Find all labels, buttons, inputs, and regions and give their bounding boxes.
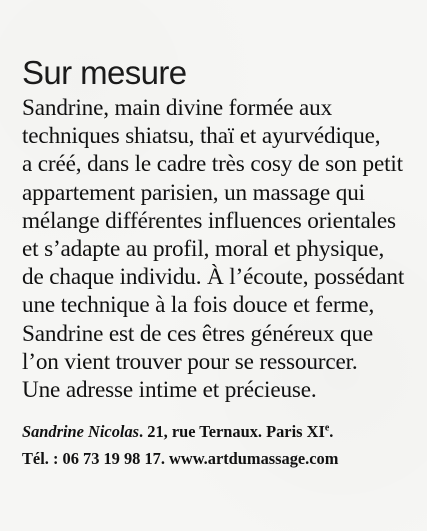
body-line-7: de chaque individu. À l’écoute, possédant bbox=[22, 264, 405, 291]
address-line bbox=[22, 418, 418, 445]
contact-name: Sandrine Nicolas bbox=[22, 422, 140, 441]
body-line-4: appartement parisien, un massage qui bbox=[22, 179, 365, 206]
arrondissement-suffix: e bbox=[324, 422, 330, 434]
body-line-3: a créé, dans le cadre très cosy de son petit bbox=[22, 151, 403, 178]
body-line-10: l’on vient trouver pour se ressourcer. bbox=[22, 348, 358, 375]
article-title: Sur mesure bbox=[22, 54, 187, 91]
body-line-6: et s’adapte au profil, moral et physique, bbox=[22, 236, 385, 263]
address-end: . bbox=[329, 422, 334, 441]
phone-website-line: Tél. : 06 73 19 98 17. www.artdumassage.com bbox=[22, 449, 339, 468]
article-body bbox=[22, 94, 418, 404]
body-line-1: Sandrine, main divine formée aux bbox=[22, 95, 333, 121]
contact-details bbox=[22, 418, 418, 472]
body-line-11: Une adresse intime et précieuse. bbox=[22, 377, 317, 404]
body-line-8: une technique à la fois douce et ferme, bbox=[22, 292, 375, 319]
body-line-5: mélange différentes influences orientales bbox=[22, 207, 396, 234]
body-line-2: techniques shiatsu, thaï et ayurvédique, bbox=[22, 123, 381, 150]
body-line-9: Sandrine est de ces êtres généreux que bbox=[22, 320, 373, 347]
street-address: . 21, rue Ternaux. Paris XI bbox=[139, 422, 325, 441]
